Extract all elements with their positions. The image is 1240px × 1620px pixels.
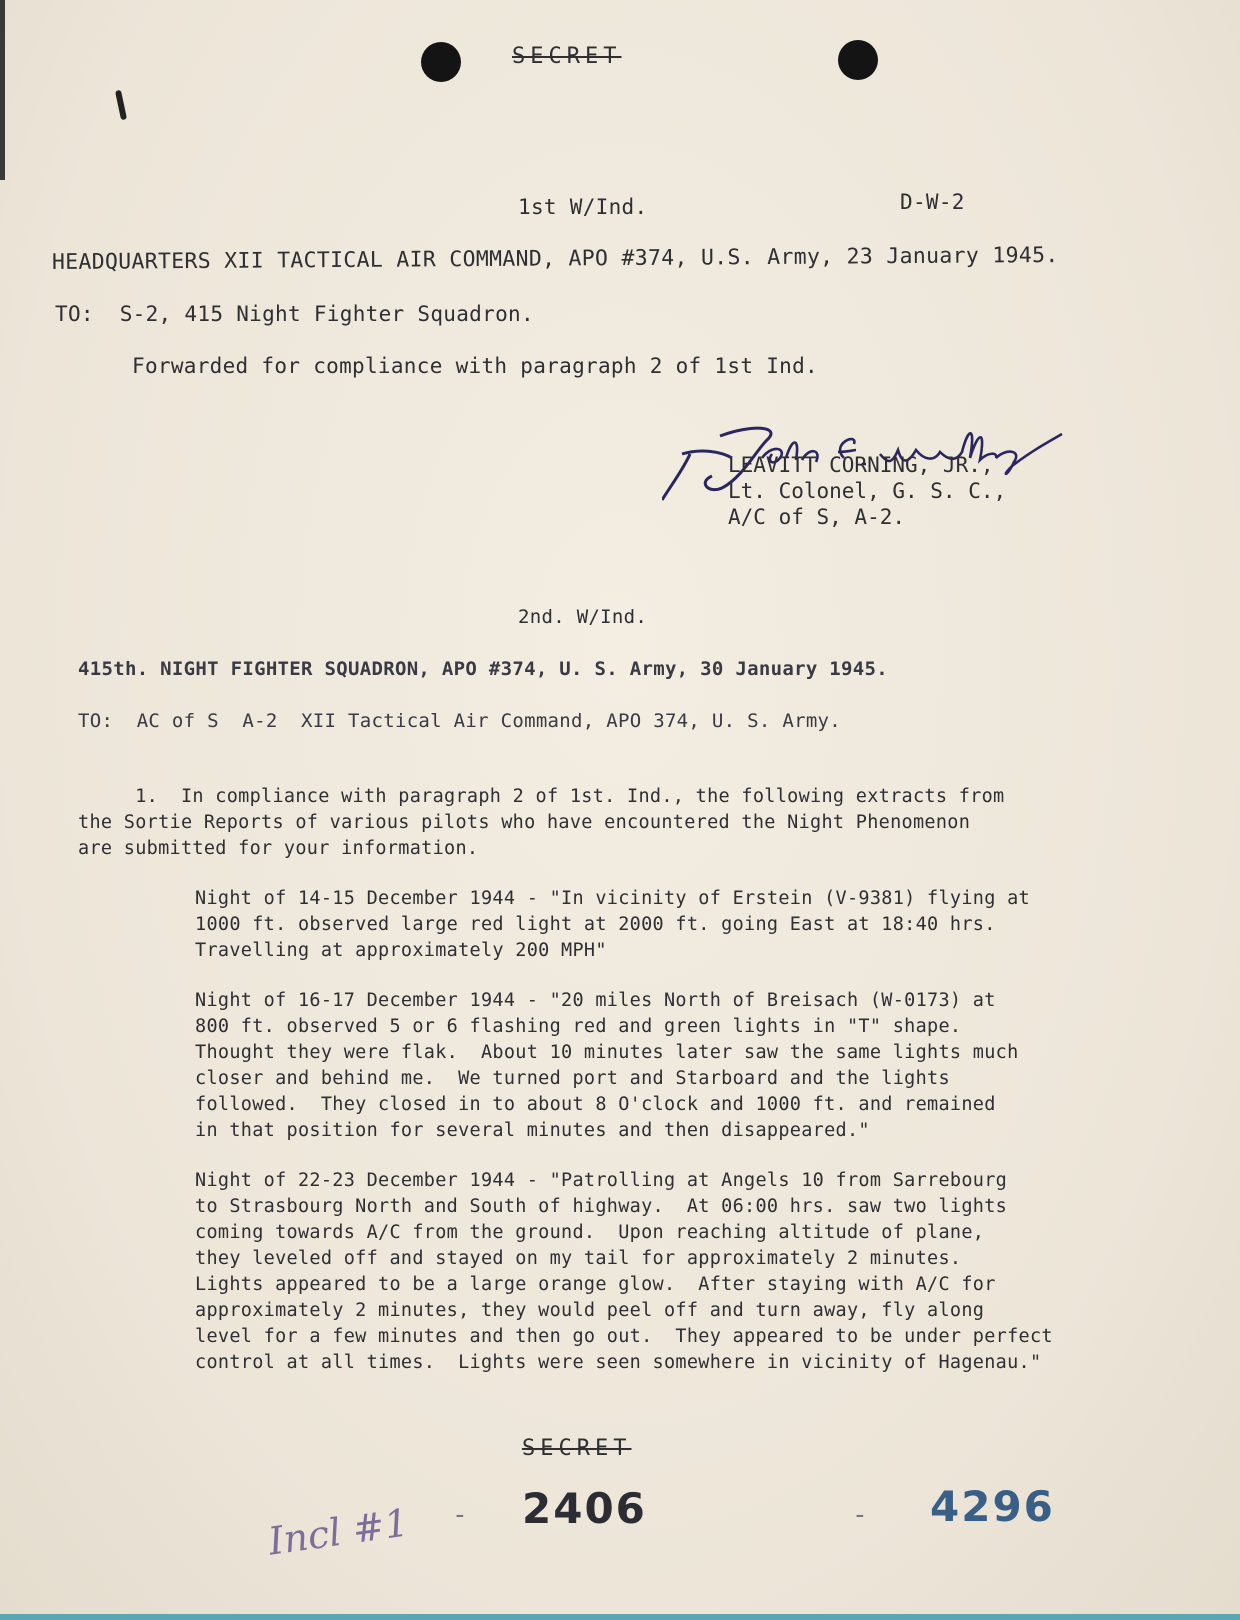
extract-line: Travelling at approximately 200 MPH"	[195, 940, 607, 961]
paragraph-line: 1. In compliance with paragraph 2 of 1st. Ind., the following extracts from	[78, 786, 1005, 807]
extract-line: approximately 2 minutes, they would peel off and turn away, fly along	[195, 1300, 985, 1321]
extract-line: coming towards A/C from the ground. Upon reaching altitude of plane,	[195, 1222, 985, 1243]
paragraph-line: the Sortie Reports of various pilots who have encountered the Night Phenomenon	[78, 812, 971, 833]
extract-line: 800 ft. observed 5 or 6 flashing red and green lights in "T" shape.	[195, 1016, 962, 1037]
extract-line: to Strasbourg North and South of highway. At 06:00 hrs. saw two lights	[195, 1196, 1008, 1217]
extract-line: closer and behind me. We turned port and Starboard and the lights	[195, 1068, 950, 1089]
signer-name: LEAVITT CORNING, JR.,	[728, 453, 994, 477]
extract-line: Night of 16-17 December 1944 - "20 miles North of Breisach (W-0173) at	[195, 990, 996, 1011]
forward-line: Forwarded for compliance with paragraph 2 of 1st Ind.	[132, 354, 818, 378]
to-line-2: TO: AC of S A-2 XII Tactical Air Command, APO 374, U. S. Army.	[78, 710, 842, 732]
extract-2	[195, 988, 1019, 1144]
handwritten-inclosure-note: Incl #1	[265, 1500, 412, 1564]
extract-line: 1000 ft. observed large red light at 2000 ft. going East at 18:40 hrs.	[195, 914, 996, 935]
page-number-stamp: 2406	[522, 1484, 647, 1533]
extract-line: Thought they were flak. About 10 minutes later saw the same lights much	[195, 1042, 1019, 1063]
extract-1	[195, 886, 1030, 964]
punch-hole-left	[421, 42, 461, 82]
scan-edge	[0, 0, 5, 180]
file-reference: D-W-2	[900, 190, 965, 214]
paragraph-1	[78, 784, 1004, 862]
signature-block	[728, 452, 1006, 530]
indorsement-1-heading: 1st W/Ind.	[518, 195, 648, 219]
extract-line: control at all times. Lights were seen somewhere in vicinity of Hagenau."	[195, 1352, 1042, 1373]
dash-left: -	[452, 1500, 468, 1530]
extract-line: Night of 22-23 December 1944 - "Patrolling at Angels 10 from Sarrebourg	[195, 1170, 1008, 1191]
dash-right: -	[852, 1500, 868, 1530]
from-line: 415th. NIGHT FIGHTER SQUADRON, APO #374, U. S. Army, 30 January 1945.	[78, 658, 888, 680]
paragraph-line: are submitted for your information.	[78, 838, 479, 859]
punch-hole-right	[838, 40, 878, 80]
document-number-stamp: 4296	[930, 1482, 1055, 1531]
classification-top: SECRET	[512, 44, 622, 69]
ink-mark	[115, 90, 127, 121]
extract-line: level for a few minutes and then go out. They appeared to be under perfect	[195, 1326, 1053, 1347]
extract-line: in that position for several minutes and then disappeared."	[195, 1120, 870, 1141]
extract-line: they leveled off and stayed on my tail for approximately 2 minutes.	[195, 1248, 962, 1269]
to-line-1: TO: S-2, 415 Night Fighter Squadron.	[55, 302, 534, 326]
extract-line: followed. They closed in to about 8 O'clock and 1000 ft. and remained	[195, 1094, 996, 1115]
signer-title: A/C of S, A-2.	[728, 505, 906, 529]
signer-rank: Lt. Colonel, G. S. C.,	[728, 479, 1007, 503]
scan-bottom-edge	[0, 1614, 1240, 1620]
extract-line: Night of 14-15 December 1944 - "In vicinity of Erstein (V-9381) flying at	[195, 888, 1030, 909]
extract-3	[195, 1168, 1053, 1376]
indorsement-2-heading: 2nd. W/Ind.	[518, 606, 648, 628]
classification-bottom: SECRET	[522, 1436, 632, 1461]
extract-line: Lights appeared to be a large orange glow. After staying with A/C for	[195, 1274, 996, 1295]
hq-line: HEADQUARTERS XII TACTICAL AIR COMMAND, APO #374, U.S. Army, 23 January 1945.	[51, 242, 1059, 275]
